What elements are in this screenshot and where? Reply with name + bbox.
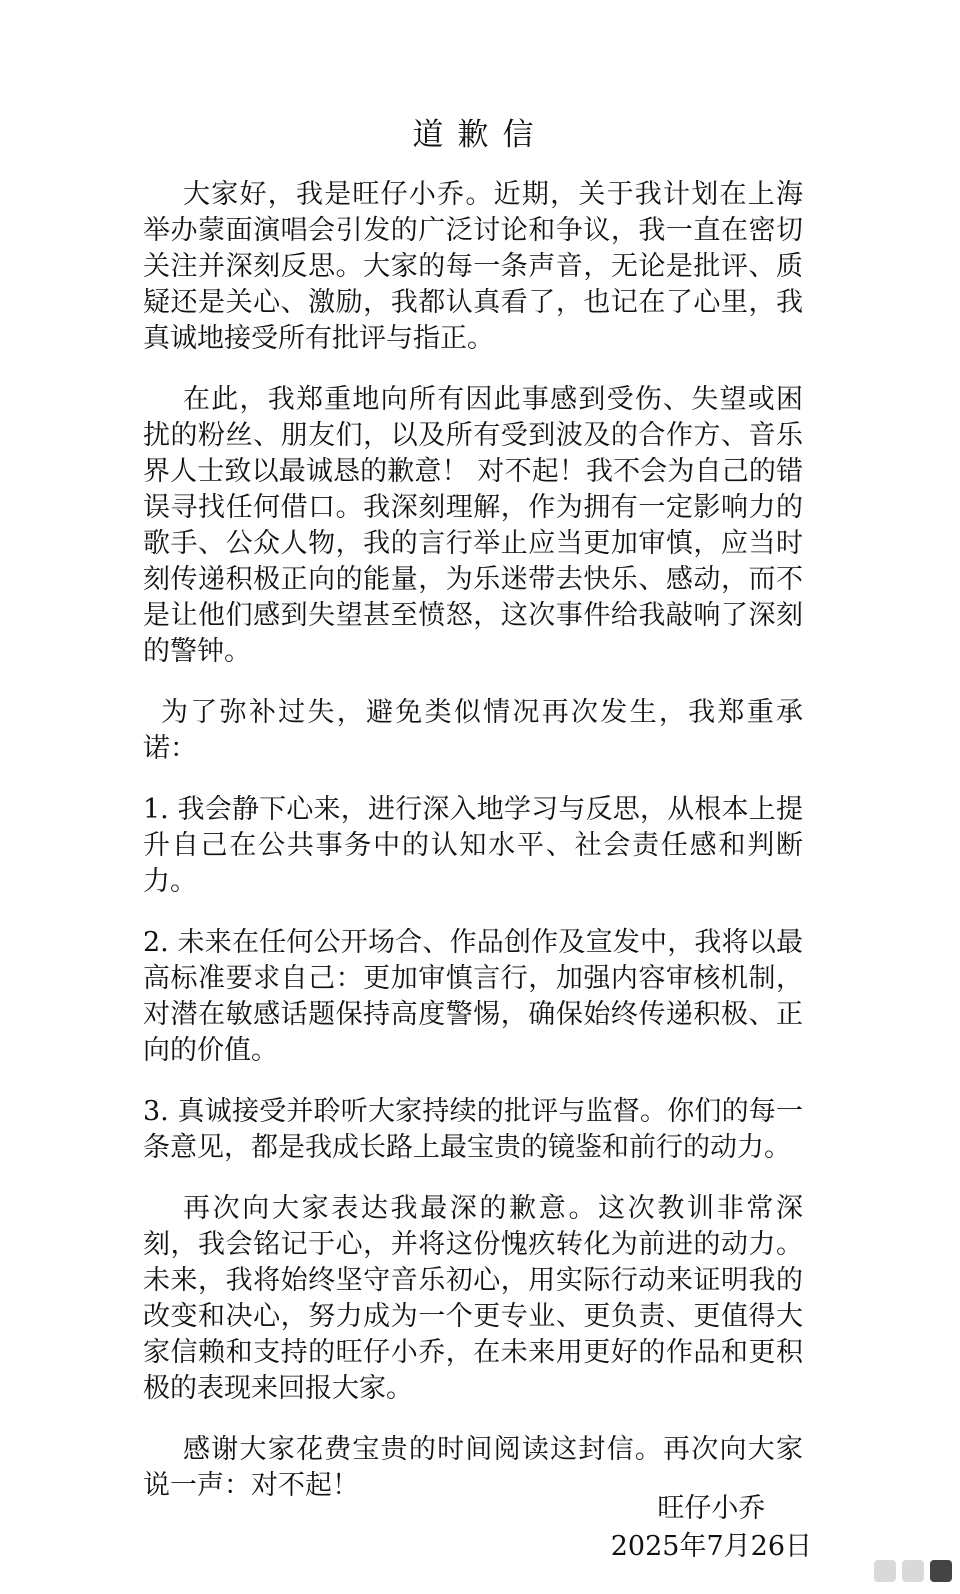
- letter-body: [143, 177, 803, 1529]
- signature-block: [611, 1490, 812, 1566]
- watermark-icon: [930, 1560, 952, 1582]
- letter-title: 道歉信: [412, 117, 548, 153]
- watermark-icon: [874, 1560, 896, 1582]
- watermark-icon: [902, 1560, 924, 1582]
- watermark-logo: [874, 1560, 952, 1582]
- paragraph-apology: 在此，我郑重地向所有因此事感到受伤、失望或困扰的粉丝、朋友们，以及所有受到波及的合作方、音乐界人士致以最诚恳的歉意！ 对不起！我不会为自己的错误寻找任何借口。我深刻理解，作为拥有一定影响力的歌手、公众人物，我的言行举止应当更加审慎，应当时刻传递积极正向的能量，为乐迷带去快乐、感动，而不是让他们感到失望甚至愤怒，这次事件给我敲响了深刻的警钟。: [143, 384, 803, 667]
- signature-date: 2025年7月26日: [610, 1531, 812, 1562]
- paragraph-promise-intro: 为了弥补过失，避免类似情况再次发生，我郑重承诺：: [143, 697, 803, 764]
- promise-item: 2. 未来在任何公开场合、作品创作及宣发中，我将以最高标准要求自己：更加审慎言行，加强内容审核机制，对潜在敏感话题保持高度警惕，确保始终传递积极、正向的价值。: [143, 927, 803, 1066]
- signature-name: 旺仔小乔: [657, 1493, 766, 1524]
- paragraph-closing: 再次向大家表达我最深的歉意。这次教训非常深刻，我会铭记于心，并将这份愧疚转化为前进的动力。未来，我将始终坚守音乐初心，用实际行动来证明我的改变和决心，努力成为一个更专业、更负责、更值得大家信赖和支持的旺仔小乔，在未来用更好的作品和更积极的表现来回报大家。: [143, 1193, 803, 1404]
- promise-item: 1. 我会静下心来，进行深入地学习与反思，从根本上提升自己在公共事务中的认知水平、社会责任感和判断力。: [143, 794, 803, 897]
- promise-item: 3. 真诚接受并聆听大家持续的批评与监督。你们的每一条意见，都是我成长路上最宝贵的镜鉴和前行的动力。: [143, 1096, 803, 1163]
- paragraph-thanks: 感谢大家花费宝贵的时间阅读这封信。再次向大家说一声：对不起！: [143, 1434, 803, 1501]
- paragraph-greeting: 大家好，我是旺仔小乔。近期，关于我计划在上海举办蒙面演唱会引发的广泛讨论和争议，我一直在密切关注并深刻反思。大家的每一条声音，无论是批评、质疑还是关心、激励，我都认真看了，也记在了心里，我真诚地接受所有批评与指正。: [143, 179, 803, 354]
